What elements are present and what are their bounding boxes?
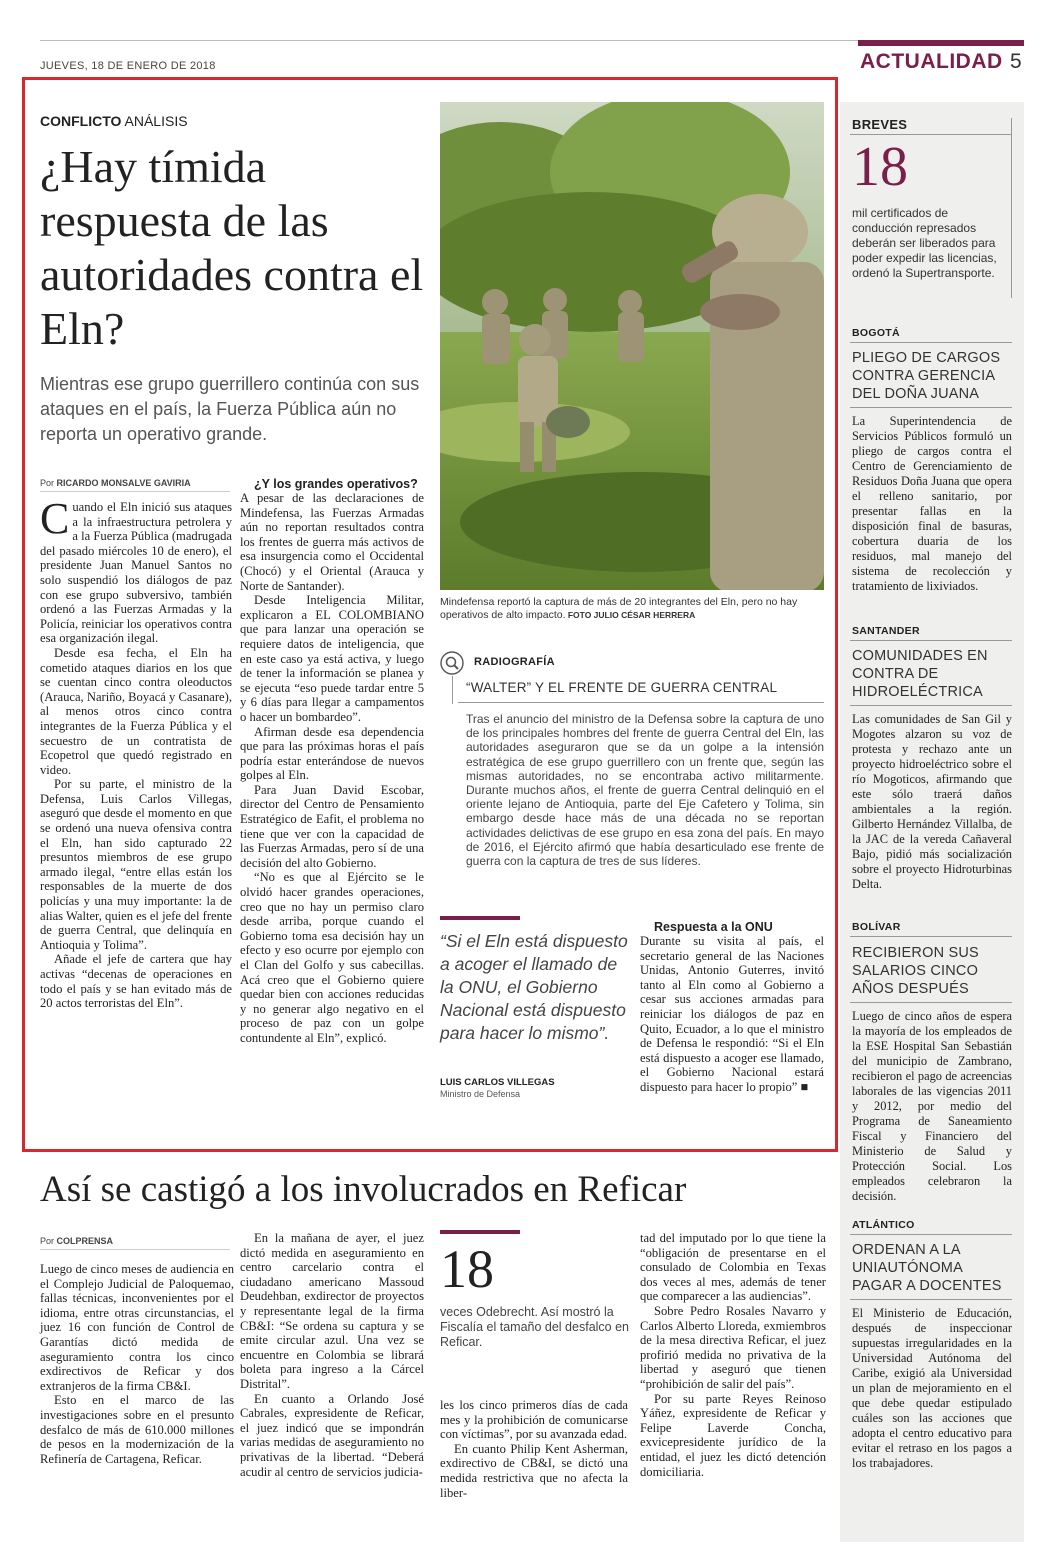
kicker-topic: CONFLICTO: [40, 113, 122, 129]
article2-column-4: [640, 1231, 826, 1479]
paragraph: Durante su visita al país, el secretario general de las Naciones Unidas, Antonio Guterres, invitó tanto al Eln como al Gobierno a cesar sus acciones armadas para reiniciar los diálogos de paz en Quito, Ecuador, a lo que el ministro de Defensa le respondió: “Si el Eln está dispuesto a acoger ese llamado, el Gobierno Nacional estará dispuesto para hacer lo propio” ■: [640, 934, 824, 1094]
stat-number: 18: [440, 1239, 494, 1299]
brief-region: SANTANDER: [852, 625, 920, 637]
paragraph: Desde Inteligencia Militar, explicaron a EL COLOMBIANO que para lanzar una operación se requiere datos de inteligencia, que en este caso ya está activa, y luego de tener la información se planea y se ejecuta “eso puede tardar entre 5 y 6 días para llegar a campamentos o hacer un bombardeo”.: [240, 593, 424, 724]
article-byline: [40, 478, 191, 488]
breves-rule: [1011, 118, 1012, 298]
article-headline-2: Así se castigó a los involucrados en Reficar: [40, 1169, 687, 1210]
brief-region: BOGOTÁ: [852, 327, 900, 339]
article-byline-2: [40, 1236, 113, 1246]
quote-author: LUIS CARLOS VILLEGAS: [440, 1077, 555, 1088]
pull-quote: “Si el Eln está dispuesto a acoger el llamado de la ONU, el Gobierno Nacional está dispuesto para hacer lo mismo”.: [440, 931, 628, 1043]
section-name: ACTUALIDAD: [860, 50, 1003, 73]
paragraph: Por su parte Reyes Reinoso Yáñez, expresidente de Reficar y Felipe Laverde Concha, exvicepresidente jurídico de la entidad, el juez les dictó detención domiciliaria.: [640, 1391, 826, 1479]
paragraph: A pesar de las declaraciones de Mindefensa, las Fuerzas Armadas aún no reportan resultados contra los frentes de guerra más activos de esa insurgencia como el Occidental (Chocó) y el Oriental (Arauca y Norte de Santander).: [240, 491, 424, 593]
byline-author: RICARDO MONSALVE GAVIRIA: [56, 478, 191, 488]
box-rule: [458, 702, 824, 703]
brief-rule: [850, 407, 1012, 408]
subheading: ¿Y los grandes operativos?: [254, 477, 418, 491]
brief-title: PLIEGO DE CARGOS CONTRA GERENCIA DEL DOÑA JUANA: [852, 350, 1001, 402]
paragraph: En cuanto a Orlando José Cabrales, expresidente de Reficar, el juez indicó que se impondrán varias medidas de aseguramiento no privativas de la libertad. “Deberá acudir al centro de servicios judicia-: [240, 1391, 424, 1479]
brief-region: ATLÁNTICO: [852, 1219, 915, 1231]
paragraph: Luego de cinco meses de audiencia en el Complejo Judicial de Paloquemao, fallas técnicas, inconvenientes por el idioma, entre otras circunstancias, el juez 16 con función de Control de Garantías dictó medida de aseguramiento contra los cinco exdirectivos de Reficar y dos extranjeros de la firma CB&I.: [40, 1262, 234, 1393]
magnifier-icon: [440, 651, 464, 675]
soldiers-photo: [440, 102, 824, 590]
quote-accent-bar: [440, 916, 520, 920]
brief-title: COMUNIDADES EN CONTRA DE HIDROELÉCTRICA: [852, 648, 988, 700]
paragraph: Sobre Pedro Rosales Navarro y Carlos Alberto Lloreda, exmiembros de la mesa directiva Reficar, el juez profirió medida no privativa de la libertad y aseguró que tienen “prohibición de salir del país”.: [640, 1303, 826, 1391]
issue-date: JUEVES, 18 DE ENERO DE 2018: [40, 60, 216, 72]
paragraph: En la mañana de ayer, el juez dictó medida en aseguramiento en centro carcelario contra el ciudadano americano Massoud Deudehban, exdirector de proyectos y representante legal de la firma CB&I: “Se ordena su captura y se emite circular azul. Una vez se encuentre en Colombia se librará boleta para ingreso a la Cárcel Distrital”.: [240, 1231, 424, 1391]
kicker-type: ANÁLISIS: [121, 113, 188, 129]
section-accent-bar: [858, 40, 1024, 46]
photo-credit: FOTO JULIO CÉSAR HERRERA: [565, 610, 696, 620]
stat-accent-bar: [440, 1230, 520, 1234]
breves-number-text: mil certificados de conducción represados deberán ser liberados para poder expedir las licencias, ordenó la Supertransporte.: [852, 206, 997, 280]
paragraph: En cuanto Philip Kent Asherman, exdirectivo de CB&I, se dictó una medida restrictiva que no afecta la liber-: [440, 1441, 628, 1500]
brief-title: RECIBIERON SUS SALARIOS CINCO AÑOS DESPUÉS: [852, 945, 979, 997]
brief-rule: [850, 1234, 1012, 1235]
box-title: “WALTER” Y EL FRENTE DE GUERRA CENTRAL: [466, 680, 778, 695]
article-deck: Mientras ese grupo guerrillero continúa con sus ataques en el país, la Fuerza Pública aún no reporta un operativo grande.: [40, 374, 420, 444]
paragraph: tad del imputado por lo que tiene la “obligación de presentarse en el consulado de Colombia en Texas dos veces al mes, además de tener que comparecer a las audiencias”.: [640, 1231, 826, 1304]
brief-body: Luego de cinco años de espera la mayoría de los empleados de la ESE Hospital San Sebastián del municipio de Zambrano, recibieron el pago de acreencias laborales de las vigencias 2011 y 2012, por medio del Programa de Saneamiento Fiscal y Financiero del Ministerio de Salud y Protección Social. Los empleados celebraron la decisión.: [852, 1009, 1012, 1203]
photo-caption: [440, 596, 824, 622]
article-column-onu: [640, 920, 824, 1095]
brief-title: ORDENAN A LA UNIAUTÓNOMA PAGAR A DOCENTES: [852, 1242, 1002, 1294]
brief-region: BOLÍVAR: [852, 921, 901, 933]
paragraph: Añade el jefe de cartera que hay activas “decenas de operaciones en todo el país y se han evitado más de 20 actos terroristas del Eln”.: [40, 952, 232, 1011]
byline-author: COLPRENSA: [56, 1236, 114, 1246]
paragraph: Esto en el marco de las investigaciones sobre en el presunto desfalco de más de 610.000 millones de pesos en la modernización de la Refinería de Cartagena, Reficar.: [40, 1393, 234, 1466]
brief-body: Las comunidades de San Gil y Mogotes alzaron su voz de protesta y rechazo ante un proyecto hidroeléctrico sobre el río Mogoticos, afirmando que este sólo traerá daños ambientales a la región. Gilberto Hernández Villalba, de la JAC de la vereda Cañaveral Bajo, pidió más socialización sobre el proyecto Hidroturbinas Delta.: [852, 712, 1012, 891]
paragraph: Para Juan David Escobar, director del Centro de Pensamiento Estratégico de Eafit, el problema no tiene que ver con la capacidad de las Fuerzas Armadas, pero sí de una decisión del alto Gobierno.: [240, 782, 424, 870]
article2-column-2: [240, 1231, 424, 1479]
brief-rule: [850, 936, 1012, 937]
breves-label: BREVES: [852, 117, 908, 132]
article-column-1: [40, 494, 232, 1011]
caption-text: Mindefensa reportó la captura de más de 20 integrantes del Eln, pero no hay operativos de alto impacto.: [440, 596, 798, 621]
brief-rule: [850, 1002, 1012, 1003]
article-column-2: [240, 477, 424, 1046]
article-headline: ¿Hay tímida respuesta de las autoridades contra el Eln?: [40, 141, 424, 354]
box-body: Tras el anuncio del ministro de la Defensa sobre la captura de uno de los principales hombres del frente de guerra Central del Eln, las autoridades aseguraron que se da un golpe a la intensión estratégica de ese grupo guerrillero con un frente que, según las mismas autoridades, no se encontraba activo militarmente. Durante muchos años, el frente de guerra Central delinquió en el oriente lejano de Antioquia, parte del Eje Cafetero y Tolima, sin embargo desde hace más de una década no se reportan actividades delictivas de ese grupo en esa zona del país. En mayo de 2016, el Ejército afirmó que había desarticulado ese frente de guerra con la captura de tres de sus líderes.: [466, 712, 824, 869]
page-number: 5: [1010, 50, 1022, 73]
brief-rule: [850, 705, 1012, 706]
stat-text: veces Odebrecht. Así mostró la Fiscalía el tamaño del desfalco en Reficar.: [440, 1305, 629, 1349]
box-rule: [452, 676, 453, 704]
brief-body: La Superintendencia de Servicios Públicos formuló un pliego de cargos contra el Centro de Gerenciamiento de Residuos Doña Juana que opera el relleno sanitario, por presentar fallas en la disposición final de basuras, cobertura duaria de los residuos, mal manejo del sistema de recolección y tratamiento de lixiviados.: [852, 414, 1012, 593]
byline-prefix: Por: [40, 1236, 57, 1246]
paragraph: Cuando el Eln inició sus ataques a la infraestructura petrolera y a la Fuerza Pública (madrugada del pasado miércoles 10 de enero), el presidente Juan Manuel Santos no solo suspendió los diálogos de paz con ese grupo subversivo, también ordenó a las Fuerzas Armadas y la Policía, reiniciar los operativos contra esa organización ilegal.: [40, 494, 232, 646]
end-mark: ■: [797, 1079, 809, 1094]
paragraph: Afirman desde esa dependencia que para las próximas horas el país podría estar enterándose de nuevos golpes al Eln.: [240, 724, 424, 783]
brief-rule: [850, 342, 1012, 343]
paragraph: les los cinco primeros días de cada mes y la prohibición de comunicarse con víctimas”, por su avanzada edad.: [440, 1398, 628, 1442]
paragraph: Desde esa fecha, el Eln ha cometido ataques diarios en los que se cuentan cinco contra oleoductos (Arauca, Nariño, Boyacá y Casanare), al menos otros cinco contra integrantes de la Fuerza Pública y el secuestro de un contratista de Ecopetrol que quedó registrado en video.: [40, 645, 232, 777]
sidebar-label: RADIOGRAFÍA: [474, 656, 555, 668]
brief-body: El Ministerio de Educación, después de inspeccionar supuestas irregularidades en la Universidad Autónoma del Caribe, exigió ala Universidad un plan de mejoramiento en el que debe quedar estipulado cuáles son las acciones que adopta el centro educativo para evitar el retraso en los pagos a los trabajadores.: [852, 1306, 1012, 1470]
breves-number: 18: [852, 136, 908, 198]
byline-rule: [40, 491, 230, 492]
article2-column-3: [440, 1398, 628, 1500]
paragraph: “No es que al Ejército se le olvidó hacer grandes operaciones, creo que no hay un permiso claro desde arriba, porque cuando el Gobierno toma esa decisión hay un efecto y eso ocurre por ejemplo con el Clan del Golfo y sus cabecillas. Acá creo que el Gobierno quiere quedar bien con acciones reducidas y no generar algo negativo en el proceso de paz con un golpe contundente al Eln”, explicó.: [240, 870, 424, 1045]
subheading: Respuesta a la ONU: [654, 920, 773, 934]
article-kicker: [40, 113, 188, 129]
article2-column-1: [40, 1262, 234, 1466]
byline-rule: [40, 1249, 230, 1250]
drop-cap: C: [40, 494, 70, 543]
brief-rule: [850, 1299, 1012, 1300]
byline-prefix: Por: [40, 478, 57, 488]
brief-rule: [850, 640, 1012, 641]
quote-role: Ministro de Defensa: [440, 1089, 521, 1099]
paragraph: Por su parte, el ministro de la Defensa, Luis Carlos Villegas, aseguró que desde el momento en que se ordenó una nueva ofensiva contra el Eln, han sido capturado 22 presuntos miembros de ese grupo armado ilegal, “entre ellas están los responsables de la muerte de dos policías y una muy importante: la de alias Walter, quien es el jefe del frente de guerra Central, que delinquía en Antioquia y Tolima”.: [40, 777, 232, 952]
